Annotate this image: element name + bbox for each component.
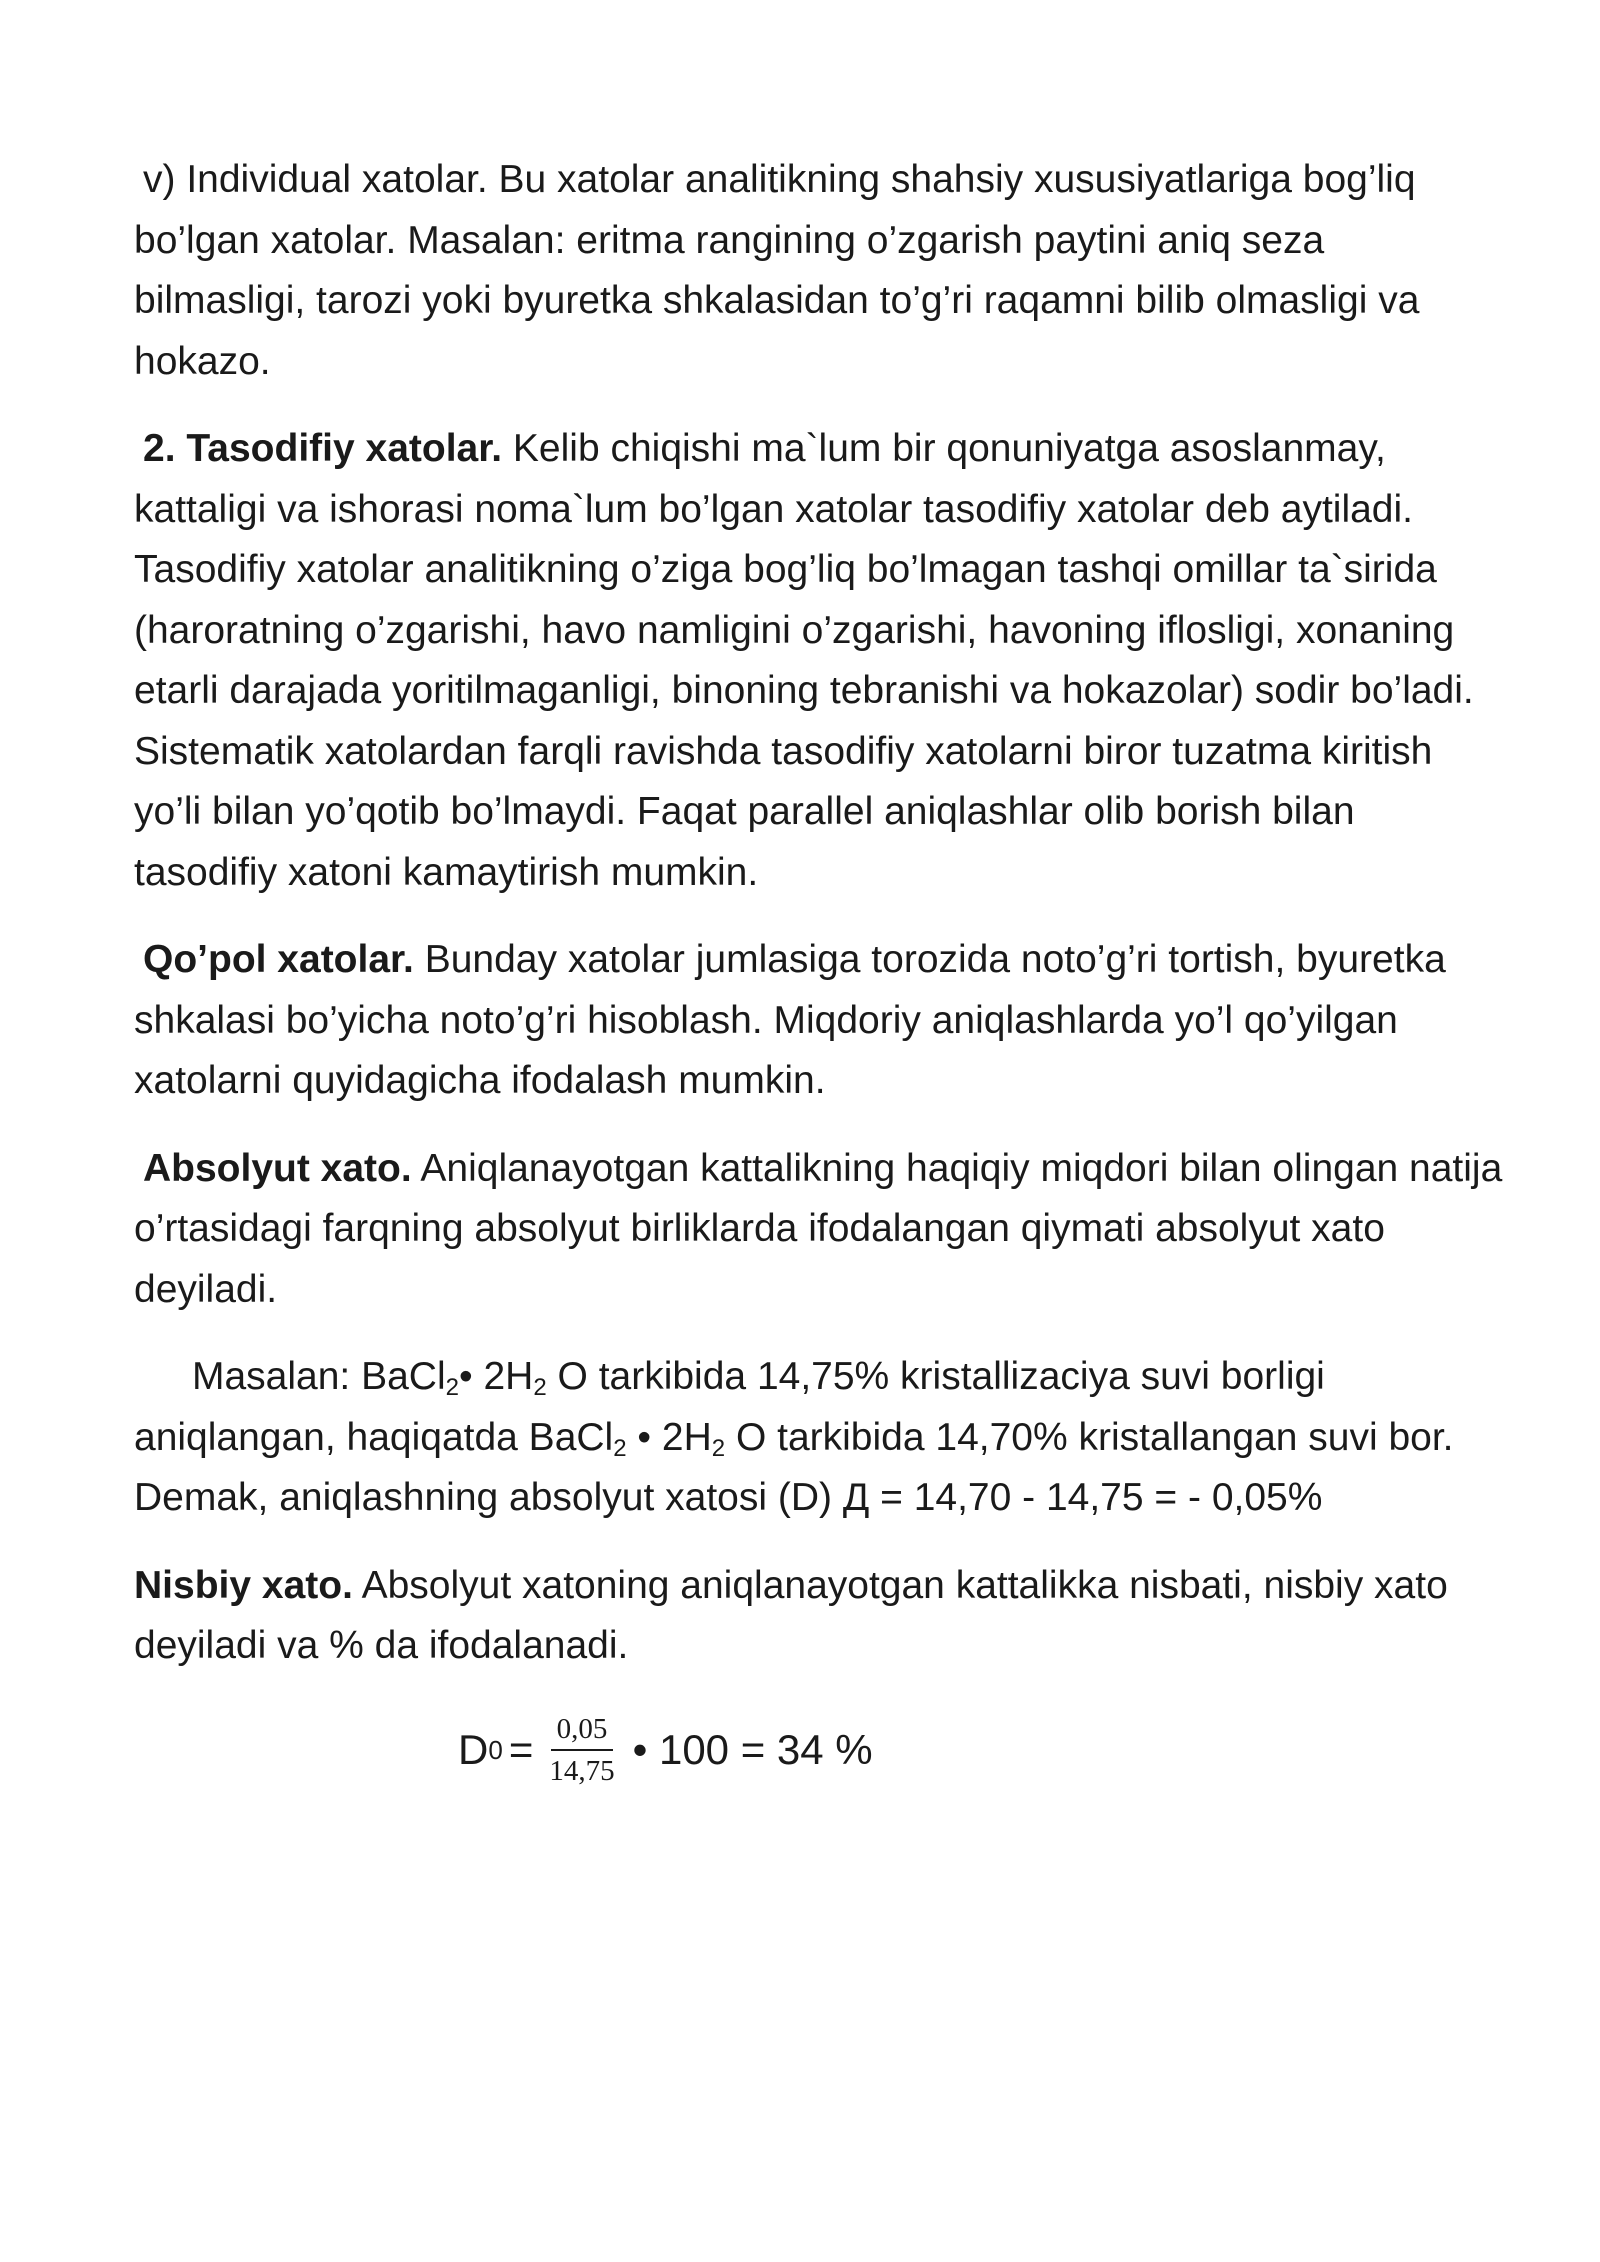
formula-rhs: • 100 = 34 % [632,1726,873,1773]
heading-relative-error: Nisbiy xato. [134,1563,353,1607]
paragraph-text: v) Individual xatolar. Bu xatolar analitikning shahsiy xususiyatlariga bog’liq bo’lgan xatolar. Masalan: eritma rangining o’zgarish paytini aniq seza bilmasligi, tarozi yoki byuretka shkalasidan to’g’ri raqamni bilib olmasligi va hokazo. [134,158,1420,383]
subscript: 2 [533,1374,547,1401]
example-text-2: • 2H [458,1355,534,1398]
paragraph-individual-errors [134,150,1504,392]
document-page [134,150,1504,1704]
paragraph-text: Bunday xatolar jumlasiga torozida noto’g’ri tortish, byuretka shkalasi bo’yicha noto’g’ri hisoblash. Miqdoriy aniqlashlarda yo’l qo’yilgan xatolarni quyidagicha ifodalash mumkin. [134,938,1446,1102]
example-text-1: Masalan: BaCl [192,1355,446,1398]
subscript: 2 [711,1434,726,1462]
subscript: 2 [613,1434,627,1462]
fraction-numerator: 0,05 [551,1711,614,1751]
paragraph-relative-error [134,1556,1504,1677]
paragraph-gross-errors [134,930,1504,1112]
formula-equals: = [508,1726,534,1773]
example-text-4: • 2H [626,1415,712,1459]
heading-gross-errors: Qo’pol xatolar. [143,938,414,981]
paragraph-text: Absolyut xatoning aniqlanayotgan kattalikka nisbati, nisbiy xato deyiladi va % da ifodalanadi. [134,1563,1448,1667]
heading-random-errors: 2. Tasodifiy xatolar. [143,427,503,470]
relative-error-formula: D 0 = $\frac{0,05}{14,75}$ • 100 = 34 % [458,1713,873,1787]
paragraph-random-errors [134,419,1504,903]
subscript: 2 [445,1374,459,1401]
example-text-5: O tarkibida 14,70% kristallangan suvi bor. Demak, aniqlashning absolyut xatosi (D) Д = 14,70 - 14,75 = - 0,05% [134,1415,1454,1519]
fraction-denominator: 14,75 [549,1755,615,1787]
paragraph-absolute-error [134,1139,1504,1321]
paragraph-example [134,1347,1504,1529]
paragraph-text: Kelib chiqishi ma`lum bir qonuniyatga asoslanmay, kattaligi va ishorasi noma`lum bo’lgan xatolar tasodifiy xatolar deb aytiladi. Tasodifiy xatolar analitikning o’ziga bog’liq bo’lmagan tashqi omillar ta`sirida (haroratning o’zgarishi, havo namligini o’zgarishi, havoning iflosligi, xonaning etarli darajada yoritilmaganligi, binoning tebranishi va hokazolar) sodir bo’ladi. Sistematik xatolardan farqli ravishda tasodifiy xatolarni biror tuzatma kiritish yo’li bilan yo’qotib bo’lmaydi. Faqat parallel aniqlashlar olib borish bilan tasodifiy xatoni kamaytirish mumkin. [134,427,1474,894]
formula-fraction [543,1711,620,1789]
formula-lhs: D [458,1726,489,1773]
example-text-3: O tarkibida 14,75% kristallizaciya suvi borligi aniqlangan, haqiqatda BaCl [134,1355,1325,1459]
paragraph-text: Aniqlanayotgan kattalikning haqiqiy miqdori bilan olingan natija o’rtasidagi farqning absolyut birliklarda ifodalangan qiymati absolyut xato deyiladi. [134,1146,1503,1311]
heading-absolute-error: Absolyut xato. [143,1146,412,1190]
